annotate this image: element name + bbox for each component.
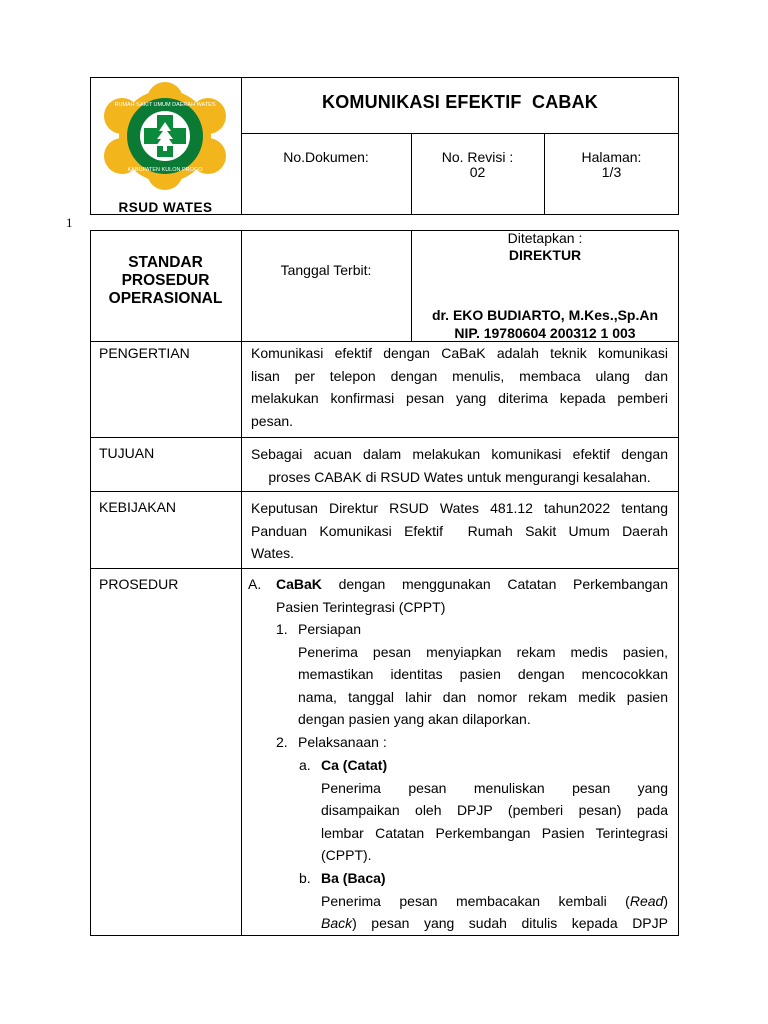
list-marker: 1.	[276, 621, 288, 637]
hospital-name: RSUD WATES	[118, 200, 213, 215]
approved-label: Ditetapkan :	[507, 230, 583, 246]
text-line: pesan.	[251, 412, 294, 429]
doc-number-label: No.Dokumen:	[283, 149, 369, 165]
prosedur-a	[248, 573, 668, 618]
prosedur-step-2	[276, 731, 668, 754]
body-column-divider	[241, 342, 242, 936]
issue-date-label: Tanggal Terbit:	[280, 262, 372, 278]
text-line: Penerima pesan membacakan kembali (Read)	[321, 892, 668, 909]
sub-step-title: Ca (Catat)	[321, 757, 388, 773]
text-line: proses CABAK di RSUD Wates untuk mengurangi kesalahan.	[268, 468, 651, 485]
tujuan-text	[251, 443, 668, 488]
approver-title: DIREKTUR	[508, 247, 582, 263]
text-fragment: ) pesan yang sudah ditulis kepada DPJP	[352, 915, 668, 932]
page-value: 1/3	[601, 164, 622, 180]
section-label-tujuan: TUJUAN	[99, 445, 155, 461]
section-label-pengertian: PENGERTIAN	[99, 345, 190, 361]
page-label: Halaman:	[581, 149, 642, 165]
logo-ring-text-bottom: KABUPATEN KULON PROGO	[127, 167, 203, 173]
text-line: Komunikasi efektif dengan CaBaK adalah teknik komunikasi	[251, 345, 668, 361]
text-line: dengan pasien yang akan dilaporkan.	[298, 711, 531, 728]
text-line: Sebagai acuan dalam melakukan komunikasi efektif dengan	[251, 446, 668, 462]
text-line: lisan per telepon dengan menulis, membaca ulang dan	[251, 367, 668, 384]
row-divider	[90, 491, 679, 492]
text-line	[321, 912, 668, 935]
prosedur-step-1	[276, 618, 668, 731]
text-line: Panduan Komunikasi Efektif Rumah Sakit Umum Daerah	[251, 522, 668, 539]
text-line: Pasien Terintegrasi (CPPT)	[276, 598, 446, 615]
document-title: KOMUNIKASI EFEKTIF CABAK	[322, 92, 598, 112]
sop-label-line: OPERASIONAL	[108, 290, 223, 307]
section-label-prosedur: PROSEDUR	[99, 576, 179, 592]
text-line: Penerima pesan menuliskan pesan yang	[321, 779, 668, 796]
sop-divider-1	[241, 230, 242, 342]
text-line: lembar Catatan Perkembangan Pasien Terintegrasi	[321, 824, 668, 841]
hospital-logo	[100, 82, 230, 190]
text-line: Penerima pesan menyiapkan rekam medis pasien,	[298, 643, 668, 660]
text-line: nama, tanggal lahir dan nomor rekam medik pasien	[298, 688, 668, 705]
text-fragment: dengan menggunakan Catatan Perkembangan	[321, 576, 668, 592]
pengertian-text	[251, 342, 668, 432]
row-divider	[90, 568, 679, 569]
approver-nip: NIP. 19780604 200312 1 003	[454, 325, 636, 341]
body-right-border	[678, 342, 679, 936]
sub-step-title: Ba (Baca)	[321, 870, 386, 886]
section-label-kebijakan: KEBIJAKAN	[99, 499, 177, 515]
approver-name: dr. EKO BUDIARTO, M.Kes.,Sp.An	[431, 307, 659, 323]
sop-label	[90, 254, 241, 308]
prosedur-sub-a	[299, 754, 668, 867]
list-marker: 2.	[276, 734, 288, 750]
logo-ring-text-top: RUMAH SAKIT UMUM DAERAH WATES	[114, 102, 216, 108]
step-title: Pelaksanaan :	[298, 734, 387, 750]
list-marker: a.	[299, 757, 311, 773]
text-line	[276, 573, 668, 596]
text-line: melakukan konfirmasi pesan yang diterima kepada pemberi	[251, 390, 668, 407]
text-line: Wates.	[251, 545, 295, 562]
kebijakan-text	[251, 497, 668, 565]
read-term: Read	[629, 892, 664, 909]
list-marker: b.	[299, 870, 311, 886]
body-bottom-border	[90, 935, 679, 936]
body-left-border	[90, 342, 91, 936]
page-number: 1	[66, 215, 73, 230]
back-term: Back	[321, 915, 353, 932]
sop-label-line: PROSEDUR	[121, 272, 210, 289]
sop-label-line: STANDAR	[128, 254, 203, 271]
text-fragment: Penerima pesan membacakan kembali (	[321, 892, 630, 909]
header-divider-title	[241, 133, 679, 134]
text-line: disampaikan oleh DPJP (pemberi pesan) pada	[321, 802, 668, 819]
text-line: Keputusan Direktur RSUD Wates 481.12 tahun2022 tentang	[251, 500, 668, 516]
step-title: Persiapan	[298, 621, 362, 637]
prosedur-sub-b	[299, 867, 668, 935]
row-divider	[90, 437, 679, 438]
revision-value: 02	[469, 164, 486, 180]
list-marker: A.	[248, 576, 262, 592]
text-line: (CPPT).	[321, 847, 372, 864]
revision-label: No. Revisi :	[441, 149, 514, 165]
cabak-term: CaBaK	[276, 576, 322, 592]
text-line: memastikan identitas pasien dengan mencocokkan	[298, 666, 668, 683]
